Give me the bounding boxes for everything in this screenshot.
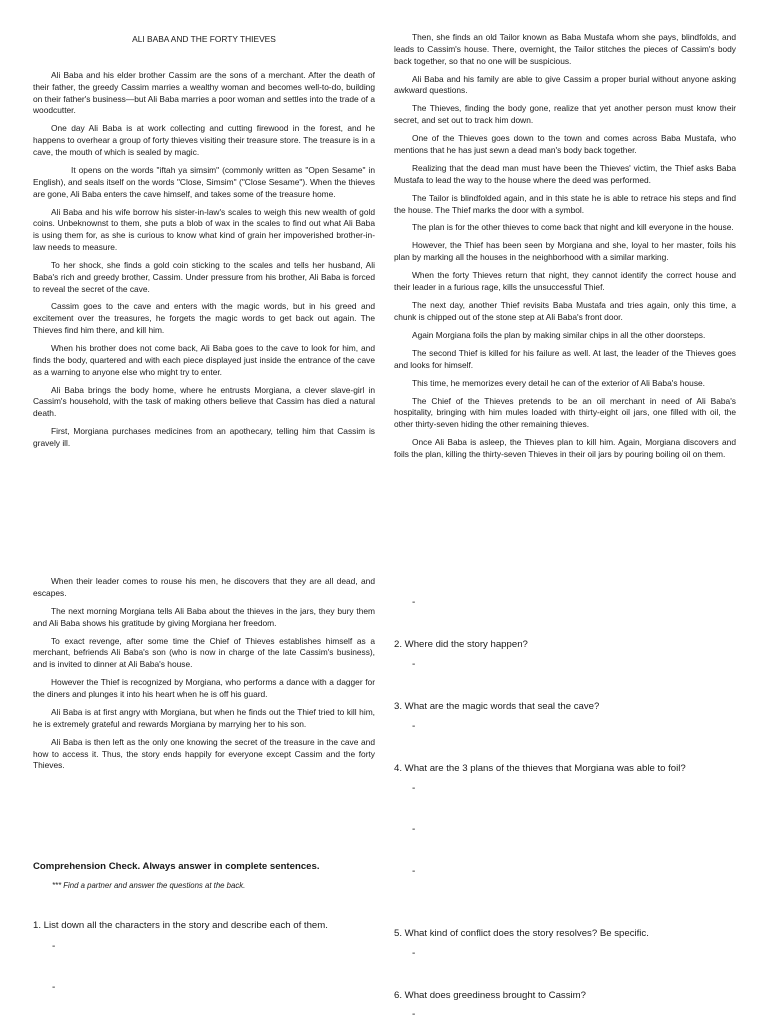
story-paragraph: The second Thief is killed for his failure as well. At last, the leader of the Thieves goes and looks for himself. [394,347,736,370]
question-5: 5. What kind of conflict does the story resolves? Be specific. [394,928,649,939]
story-paragraph: Cassim goes to the cave and enters with the magic words, but in his greed and excitement over the treasures, he forgets the magic words to get back out again. The Thieves find him there, and kill him. [33,301,375,336]
story-paragraph: It opens on the words "iftah ya simsim" (commonly written as "Open Sesame" in English), and seals itself on the words "Close, Simsim" ("Close Sesame"). When the thieves are gone, Ali Baba enters the cave himself, and takes some of the treasure home. [33,164,375,199]
story-paragraph: When his brother does not come back, Ali Baba goes to the cave to look for him, and finds the body, quartered and with each piece displayed just inside the entrance of the cave as a warning to anyone else who might try to enter. [33,343,375,377]
answer-dash: - [412,948,416,959]
story-paragraph: Again Morgiana foils the plan by making similar chips in all the other doorsteps. [412,329,706,340]
question-6: 6. What does greediness brought to Cassim? [394,990,586,1001]
answer-dash: - [412,659,416,670]
partner-note: *** Find a partner and answer the questions at the back. [52,881,246,890]
story-paragraph: To exact revenge, after some time the Chief of Thieves establishes himself as a merchant, befriends Ali Baba's son (who is now in charge of the late Cassim's business), and is invited to dinner at Ali Baba's house. [33,635,375,670]
story-paragraph: Ali Baba is then left as the only one knowing the secret of the treasure in the cave and how to access it. Thus, the story ends happily for everyone except Cassim and the forty Thieves. [33,736,375,771]
story-paragraph: Ali Baba and his wife borrow his sister-in-law's scales to weigh this new wealth of gold coins. Unbeknownst to them, she puts a blob of wax in the scales to find out what Ali Baba is using them for, as she is curious to know what kind of grain her impoverished brother-in-law needs to measure. [33,206,375,252]
comprehension-heading: Comprehension Check. Always answer in complete sentences. [33,861,320,872]
story-paragraph: Then, she finds an old Tailor known as Baba Mustafa whom she pays, blindfolds, and leads to Cassim's house. There, overnight, the Tailor stitches the pieces of Cassim's body back together, so that no one will be suspicious. [394,32,736,66]
story-paragraph: The plan is for the other thieves to come back that night and kill everyone in the house. [412,222,734,233]
story-paragraph: One day Ali Baba is at work collecting and cutting firewood in the forest, and he happens to overhear a group of forty thieves visiting their treasure store. The treasure is in a cave, the mouth of which is sealed by magic. [33,123,375,157]
answer-dash: - [412,866,416,877]
story-paragraph: Ali Baba and his elder brother Cassim are the sons of a merchant. After the death of their father, the greedy Cassim marries a wealthy woman and becomes well-to-do, building on their father's business—but Ali Baba marries a poor woman and settles into the trade of a woodcutter. [33,70,375,116]
story-paragraph: When the forty Thieves return that night, they cannot identify the correct house and their leader in a furious rage, kills the unsuccessful Thief. [394,270,736,293]
question-2: 2. Where did the story happen? [394,639,528,650]
story-paragraph: To her shock, she finds a gold coin sticking to the scales and tells her husband, Ali Baba's rich and greedy brother, Cassim. Under pressure from his brother, Ali Baba is forced to reveal the secret of the cave. [33,259,375,294]
story-paragraph: The Tailor is blindfolded again, and in this state he is able to retrace his steps and find the house. The Thief marks the door with a symbol. [394,192,736,215]
story-column-left [33,70,375,456]
story-paragraph: Ali Baba and his family are able to give Cassim a proper burial without anyone asking awkward questions. [394,73,736,96]
story-paragraph: Ali Baba is at first angry with Morgiana, but when he finds out the Thief tried to kill him, he is extremely grateful and rewards Morgiana by marrying her to his son. [33,706,375,729]
answer-dash: - [412,824,416,835]
story-paragraph: The Chief of the Thieves pretends to be an oil merchant in need of Ali Baba's hospitality, bringing with him mules loaded with thirty-eight oil jars, one filled with oil, the other thirty-seven hiding the other remaining thieves. [394,395,736,430]
answer-dash: - [412,1009,416,1020]
story-paragraph: The next day, another Thief revisits Baba Mustafa and tries again, only this time, a chunk is chipped out of the stone step at Ali Baba's front door. [394,300,736,322]
answer-dash: - [412,721,416,732]
answer-dash: - [412,783,416,794]
question-1: 1. List down all the characters in the story and describe each of them. [33,920,328,931]
answer-dash: - [412,597,416,608]
story-paragraph: Ali Baba brings the body home, where he entrusts Morgiana, a clever slave-girl in Cassim's household, with the task of making others believe that Cassim has died a natural death. [33,384,375,419]
story-paragraph: This time, he memorizes every detail he can of the exterior of Ali Baba's house. [412,377,706,388]
story-paragraph: The Thieves, finding the body gone, realize that yet another person must know their secret, and set out to track him down. [394,103,736,126]
answer-dash: - [52,941,56,952]
story-paragraph: However, the Thief has been seen by Morgiana and she, loyal to her master, foils his plan by marking all the houses in the neighborhood with a similar marking. [394,240,736,263]
story-paragraph: However the Thief is recognized by Morgiana, who performs a dance with a dagger for the diners and plunges it into his heart when he is off his guard. [33,677,375,699]
story-column-bottom [33,576,375,778]
story-column-right [394,32,736,467]
story-paragraph: First, Morgiana purchases medicines from an apothecary, telling him that Cassim is gravely ill. [33,426,375,449]
story-paragraph: The next morning Morgiana tells Ali Baba about the thieves in the jars, they bury them and Ali Baba shows his gratitude by giving Morgiana her freedom. [33,605,375,628]
story-paragraph: When their leader comes to rouse his men, he discovers that they are all dead, and escapes. [33,576,375,598]
story-paragraph: One of the Thieves goes down to the town and comes across Baba Mustafa, who mentions that he has just sewn a dead man's body back together. [394,133,736,155]
question-4: 4. What are the 3 plans of the thieves that Morgiana was able to foil? [394,763,686,774]
question-3: 3. What are the magic words that seal the cave? [394,701,600,712]
answer-dash: - [52,982,56,993]
story-paragraph: Once Ali Baba is asleep, the Thieves plan to kill him. Again, Morgiana discovers and foils the plan, killing the thirty-seven Thieves in their oil jars by pouring boiling oil on them. [394,437,736,459]
story-paragraph: Realizing that the dead man must have been the Thieves' victim, the Thief asks Baba Mustafa to lead the way to the house where the deed was performed. [394,162,736,185]
document-title: ALI BABA AND THE FORTY THIEVES [132,34,276,44]
